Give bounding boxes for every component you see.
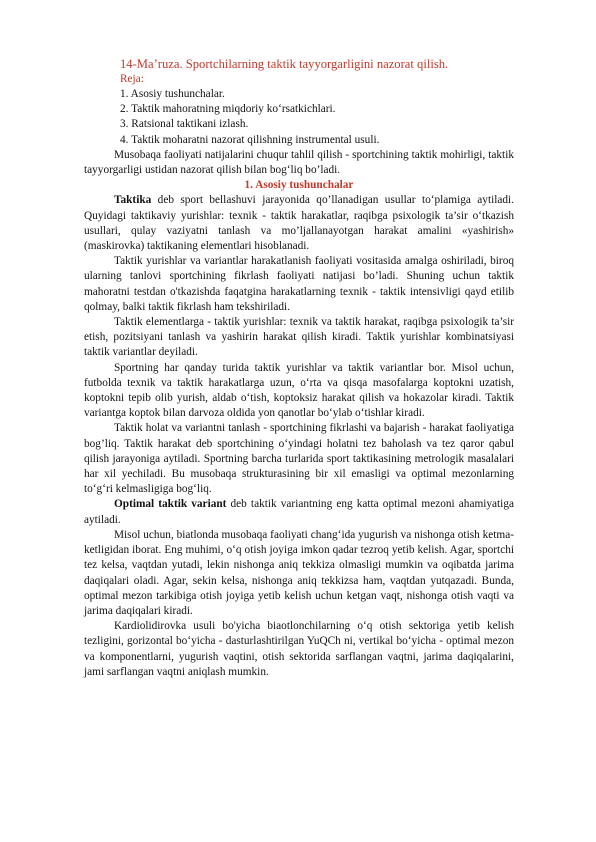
document-page [84,56,514,680]
paragraph: Misol uchun, biatlonda musobaqa faoliyati chang‘ida yugurish va nishonga otish ketma-ketligidan iborat. Eng muhimi, o‘q otish joyiga imkon qadar tezroq yetib kelish. Agar, sportchi tez kelsa, vaqtdan yutadi, lekin nishonga aniq tekkiza olmasligi mumkin va oqibatda jarima daqiqalari oladi. Agar, sekin kelsa, nishonga aniq tekkizsa ham, vaqtdan yutqazadi. Bunda, optimal mezon tarkibiga otish joyiga yetib kelish uchun ketgan vaqt, nishonga otish vaqti va jarima daqiqalari kiradi. [84,528,514,617]
paragraph-text: deb sport bellashuvi jarayonida qo’llanadigan usullar to‘plamiga aytiladi. Quyidagi taktikaviy yurishlar: texnik - taktik harakatlar, raqibga psixologik ta’sir o‘tkazish usullari, qulay vaziyatni tanlash va mo’ljallanayotgan harakat amalini «yashirish» (maskirovka) taktikaning elementlari hisoblanadi. [84,194,514,253]
paragraph: Taktik elementlarga - taktik yurishlar: texnik va taktik harakat, raqibga psixologik ta’sir etish, pozitsiyani tanlash va yashirin harakat qilish kiradi. Taktik yurishlar kombinatsiyasi taktik variantlar deyiladi. [84,316,514,359]
paragraph: Kardiolidirovka usuli bo'yicha biaotlonchilarning o‘q otish sektoriga yetib kelish tezligini, gorizontal bo‘yicha - dasturlashtirilgan YuQCh ni, vertikal bo‘yicha - optimal mezon va komponentlarni, yugurish vaqtini, otish sektorida sarflangan vaqtni, jarima daqiqalarini, jami sarflangan vaqtni aniqlash mumkin. [84,620,514,678]
paragraph-taktika [84,193,514,254]
plan-label: Reja: [120,73,144,85]
plan-item: 4. Taktik moharatni nazorat qilishning instrumental usuli. [120,133,380,146]
plan-item: 2. Taktik mahoratning miqdoriy ko‘rsatkichlari. [120,103,336,116]
plan-list [84,87,514,148]
section-heading: 1. Asosiy tushunchalar [244,179,354,192]
term-taktika: Taktika [114,194,152,207]
term-optimal-variant: Optimal taktik variant [114,498,227,511]
intro-paragraph: Musobaqa faoliyati natijalarini chuqur tahlil qilish - sportchining taktik mohirligi, taktik tayyorgarligi ustidan nazorat qilish bilan bog‘liq bo’ladi. [84,148,514,177]
paragraph: Taktik yurishlar va variantlar harakatlanish faoliyati vositasida amalga oshiriladi, biroq ularning tanlovi sportchining fikrlash faoliyati natijasi bo’ladi. Shuning uchun taktik mahoratni testdan o'tkazishda faqatgina harakatlarning texnik - taktik intensivligi qayd etilib qolmay, balki taktik fikrlash ham tekshiriladi. [84,255,514,313]
paragraph-text: deb taktik variantning eng katta optimal mezoni ahamiyatiga aytiladi. [84,498,514,526]
paragraph: Sportning har qanday turida taktik yurishlar va taktik variantlar bor. Misol uchun, futbolda texnik va taktik harakatlarga uzun, o‘rta va qisqa masofalarga koptokni uzatish, koptokni tepib olib yurish, aldab o‘tish, koptoksiz harakat qilish va hokazolar kiradi. Taktik variantga koptok bilan darvoza oldida yon qanotlar bo‘ylab o‘tishlar kiradi. [84,361,514,420]
plan-item: 3. Ratsional taktikani izlash. [120,118,249,131]
plan-item: 1. Asosiy tushunchalar. [120,88,225,100]
lecture-title: 14-Ma’ruza. Sportchilarning taktik tayyorgarligini nazorat qilish. [120,57,449,71]
paragraph-optimal-variant [84,497,514,527]
paragraph: Taktik holat va variantni tanlash - sportchining fikrlashi va bajarish - harakat faoliyatiga bog’liq. Taktik harakat deb sportchining o‘yindagi holatni tez baholash va tez qaror qabul qilish jarayoniga aytiladi. Sportning barcha turlarida sport taktikasining metrologik masalalari har xil yechiladi. Bu musobaqa strukturasining bir xil emasligi va optimal mezonlarning to‘g‘ri kelmasligiga bog‘liq. [84,422,514,496]
